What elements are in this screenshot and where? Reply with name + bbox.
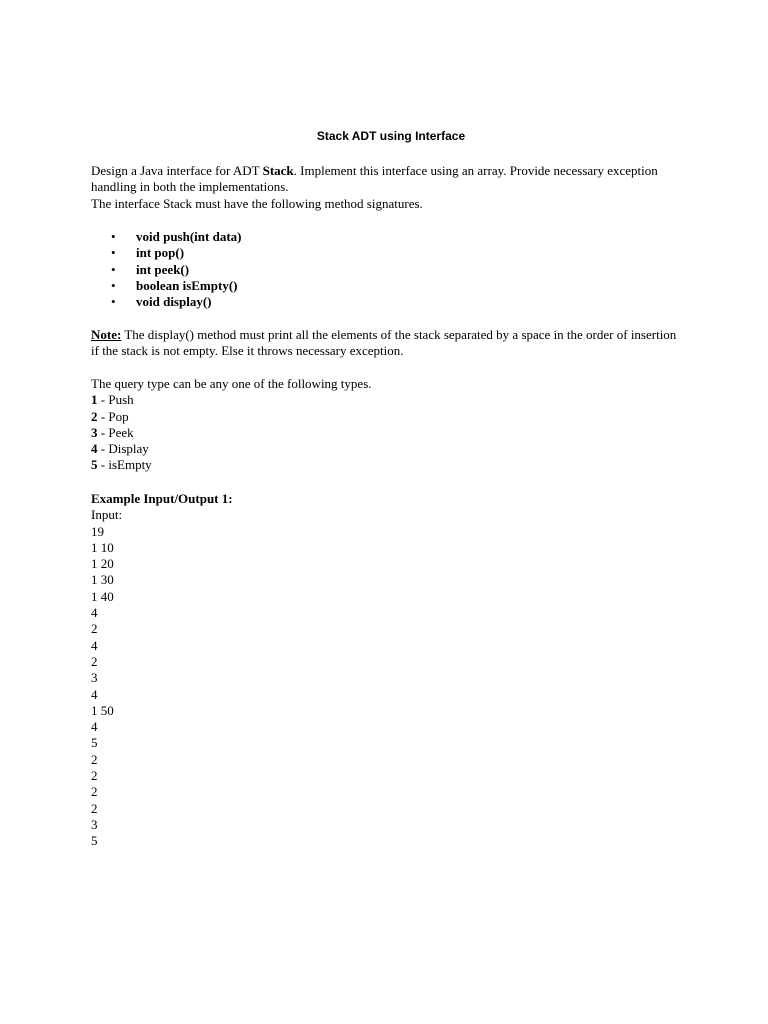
query-type-number: 4: [91, 441, 98, 457]
input-line: 1 20: [91, 556, 114, 572]
query-type-name: Display: [108, 441, 149, 457]
query-type-separator: -: [97, 392, 109, 408]
query-type-item: [91, 457, 372, 473]
query-types-section: [91, 376, 372, 474]
method-list: [91, 229, 241, 310]
query-type-name: Pop: [108, 408, 129, 424]
input-line: 1 50: [91, 702, 114, 718]
query-type-item: [91, 409, 372, 425]
input-line: 2: [91, 768, 98, 784]
bullet-icon: •: [111, 261, 116, 277]
query-type-separator: -: [97, 424, 109, 440]
input-line: 1 40: [91, 588, 114, 604]
query-type-name: Peek: [108, 424, 134, 440]
bullet-icon: •: [111, 245, 116, 261]
bullet-icon: •: [111, 277, 116, 293]
input-line: 19: [91, 523, 104, 539]
query-type-number: 2: [91, 408, 98, 424]
input-label: Input:: [91, 507, 123, 523]
input-line: 1 10: [91, 539, 114, 555]
method-item: [91, 229, 241, 245]
query-type-name: Push: [108, 392, 134, 408]
method-signature: boolean isEmpty(): [136, 277, 238, 293]
note-paragraph: [91, 327, 681, 360]
example-title: Example Input/Output 1:: [91, 491, 233, 506]
intro-section: [91, 163, 671, 212]
method-signature: void display(): [136, 294, 212, 310]
intro-text-2: . Implement this interface using an array. Provide necessary exception handling in both the implementations.: [91, 163, 658, 195]
input-line: 2: [91, 800, 98, 816]
query-type-item: [91, 425, 372, 441]
bullet-icon: •: [111, 229, 116, 244]
input-line: 2: [91, 621, 98, 637]
method-signature: int peek(): [136, 261, 190, 277]
intro-bold-stack: Stack: [262, 163, 294, 178]
query-type-number: 1: [91, 392, 98, 408]
input-line: 2: [91, 751, 98, 767]
note-text: The display() method must print all the elements of the stack separated by a space in the order of insertion if the stack is not empty. Else it throws necessary exception.: [91, 327, 677, 359]
input-line: 2: [91, 653, 98, 669]
input-line: 3: [91, 816, 98, 832]
input-line: 4: [91, 719, 98, 735]
input-line: 5: [91, 833, 98, 849]
document-title: Stack ADT using Interface: [316, 129, 466, 143]
note-label: Note:: [91, 327, 122, 342]
method-item: [91, 294, 241, 310]
intro-line-2: The interface Stack must have the following method signatures.: [91, 195, 423, 211]
query-type-number: 3: [91, 424, 98, 440]
method-item: [91, 262, 241, 278]
method-signature: int pop(): [136, 245, 185, 261]
query-intro: The query type can be any one of the following types.: [91, 376, 372, 391]
intro-text-1: Design a Java interface for ADT: [91, 163, 263, 178]
query-type-separator: -: [97, 457, 109, 473]
query-type-name: isEmpty: [108, 457, 152, 473]
example-section: [91, 491, 233, 850]
input-line: 1 30: [91, 572, 114, 588]
method-signature: void push(int data): [136, 229, 242, 244]
intro-paragraph: [91, 163, 671, 196]
input-line: 5: [91, 735, 98, 751]
input-line: 2: [91, 784, 98, 800]
query-type-separator: -: [97, 408, 109, 424]
method-item: [91, 245, 241, 261]
document-page: [91, 0, 691, 1024]
query-type-number: 5: [91, 457, 98, 473]
input-line: 4: [91, 637, 98, 653]
input-line: 3: [91, 670, 98, 686]
bullet-icon: •: [111, 294, 116, 310]
input-line: 4: [91, 686, 98, 702]
query-type-separator: -: [97, 441, 109, 457]
input-lines: [91, 524, 233, 850]
method-item: [91, 278, 241, 294]
query-type-item: [91, 392, 372, 408]
query-type-item: [91, 441, 372, 457]
input-line: 4: [91, 605, 98, 621]
